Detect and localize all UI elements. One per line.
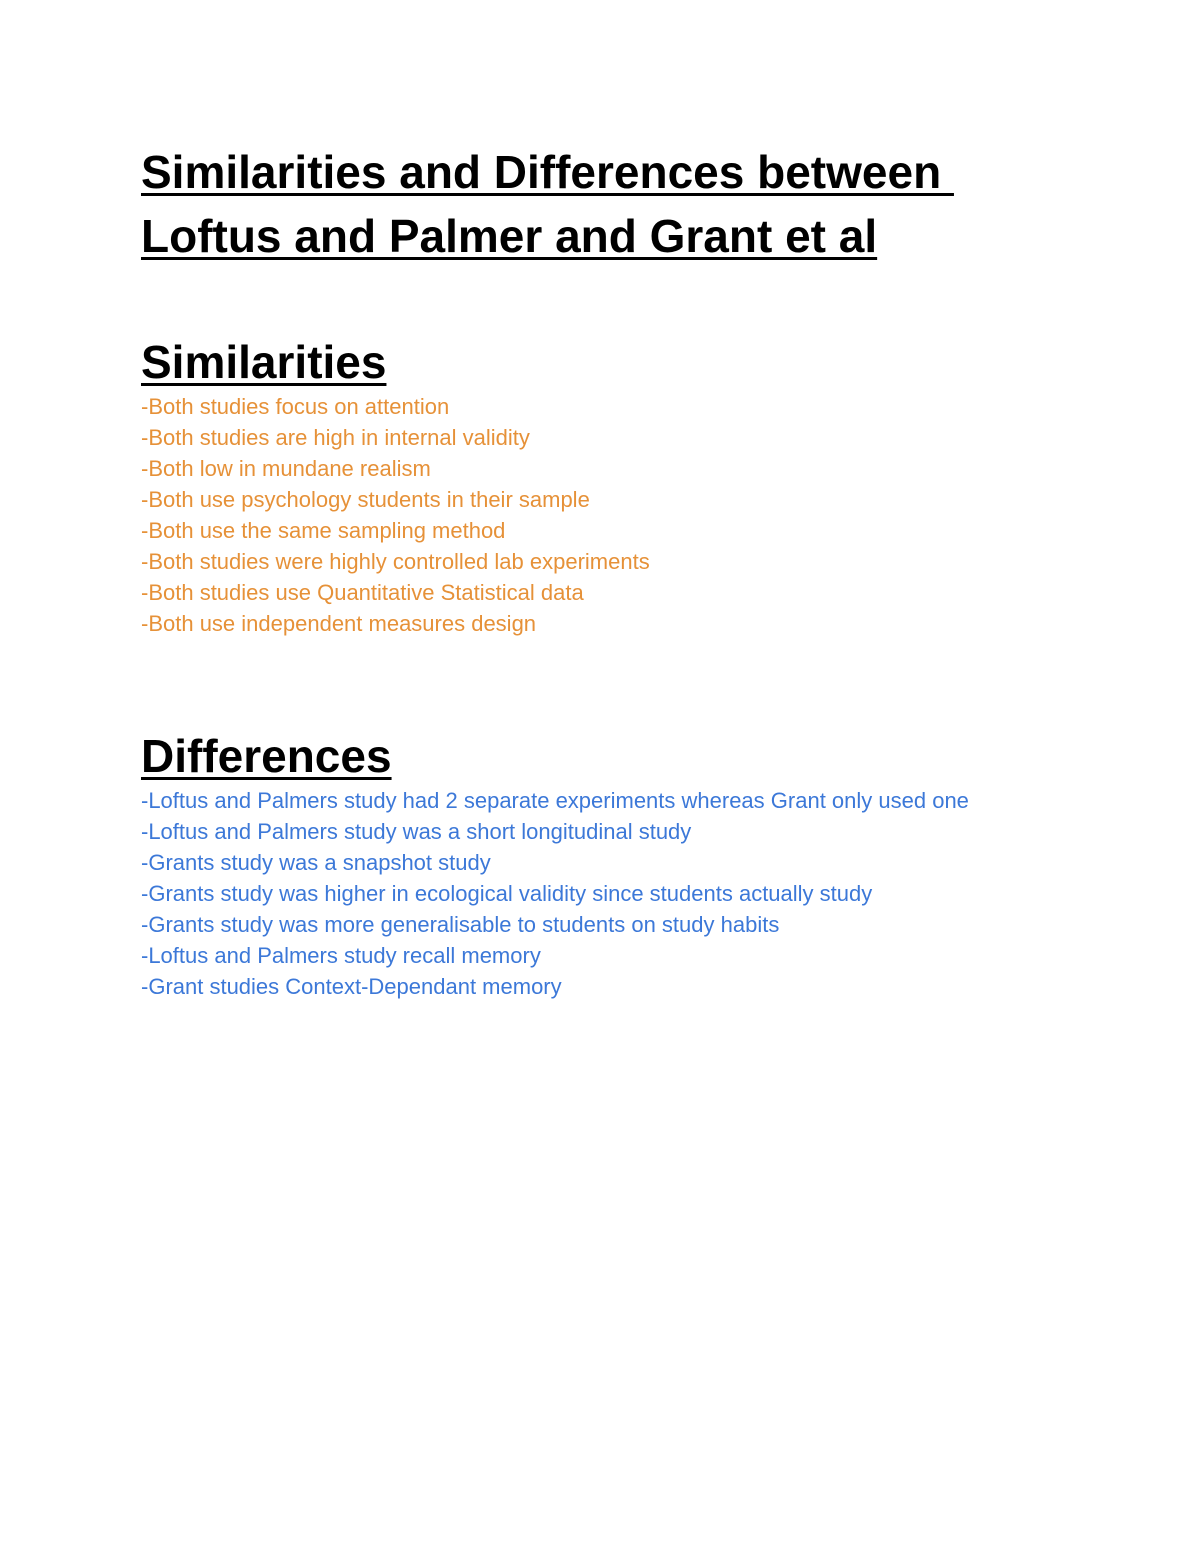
difference-item: -Grant studies Context-Dependant memory [141,974,562,999]
title-line-1: Similarities and Differences between [141,146,954,198]
difference-item: -Grants study was more generalisable to students on study habits [141,912,780,937]
difference-item: -Grants study was a snapshot study [141,850,491,875]
similarities-heading: Similarities [141,336,387,388]
similarities-list [141,391,1101,639]
difference-item: -Loftus and Palmers study had 2 separate experiments whereas Grant only used one [141,788,969,813]
differences-heading: Differences [141,730,392,782]
differences-list [141,785,1101,1002]
difference-item: -Grants study was higher in ecological validity since students actually study [141,881,873,906]
similarity-item: -Both use independent measures design [141,611,537,636]
similarity-item: -Both low in mundane realism [141,456,431,481]
title-line-2: Loftus and Palmer and Grant et al [141,210,878,262]
similarity-item: -Both use the same sampling method [141,518,506,543]
similarity-item: -Both studies use Quantitative Statistical data [141,580,584,605]
difference-item: -Loftus and Palmers study was a short longitudinal study [141,819,692,844]
page-title [141,140,1101,268]
similarity-item: -Both studies were highly controlled lab experiments [141,549,650,574]
similarity-item: -Both studies focus on attention [141,394,450,419]
similarity-item: -Both studies are high in internal validity [141,425,530,450]
similarity-item: -Both use psychology students in their sample [141,487,590,512]
document-body [141,140,1101,1002]
difference-item: -Loftus and Palmers study recall memory [141,943,541,968]
